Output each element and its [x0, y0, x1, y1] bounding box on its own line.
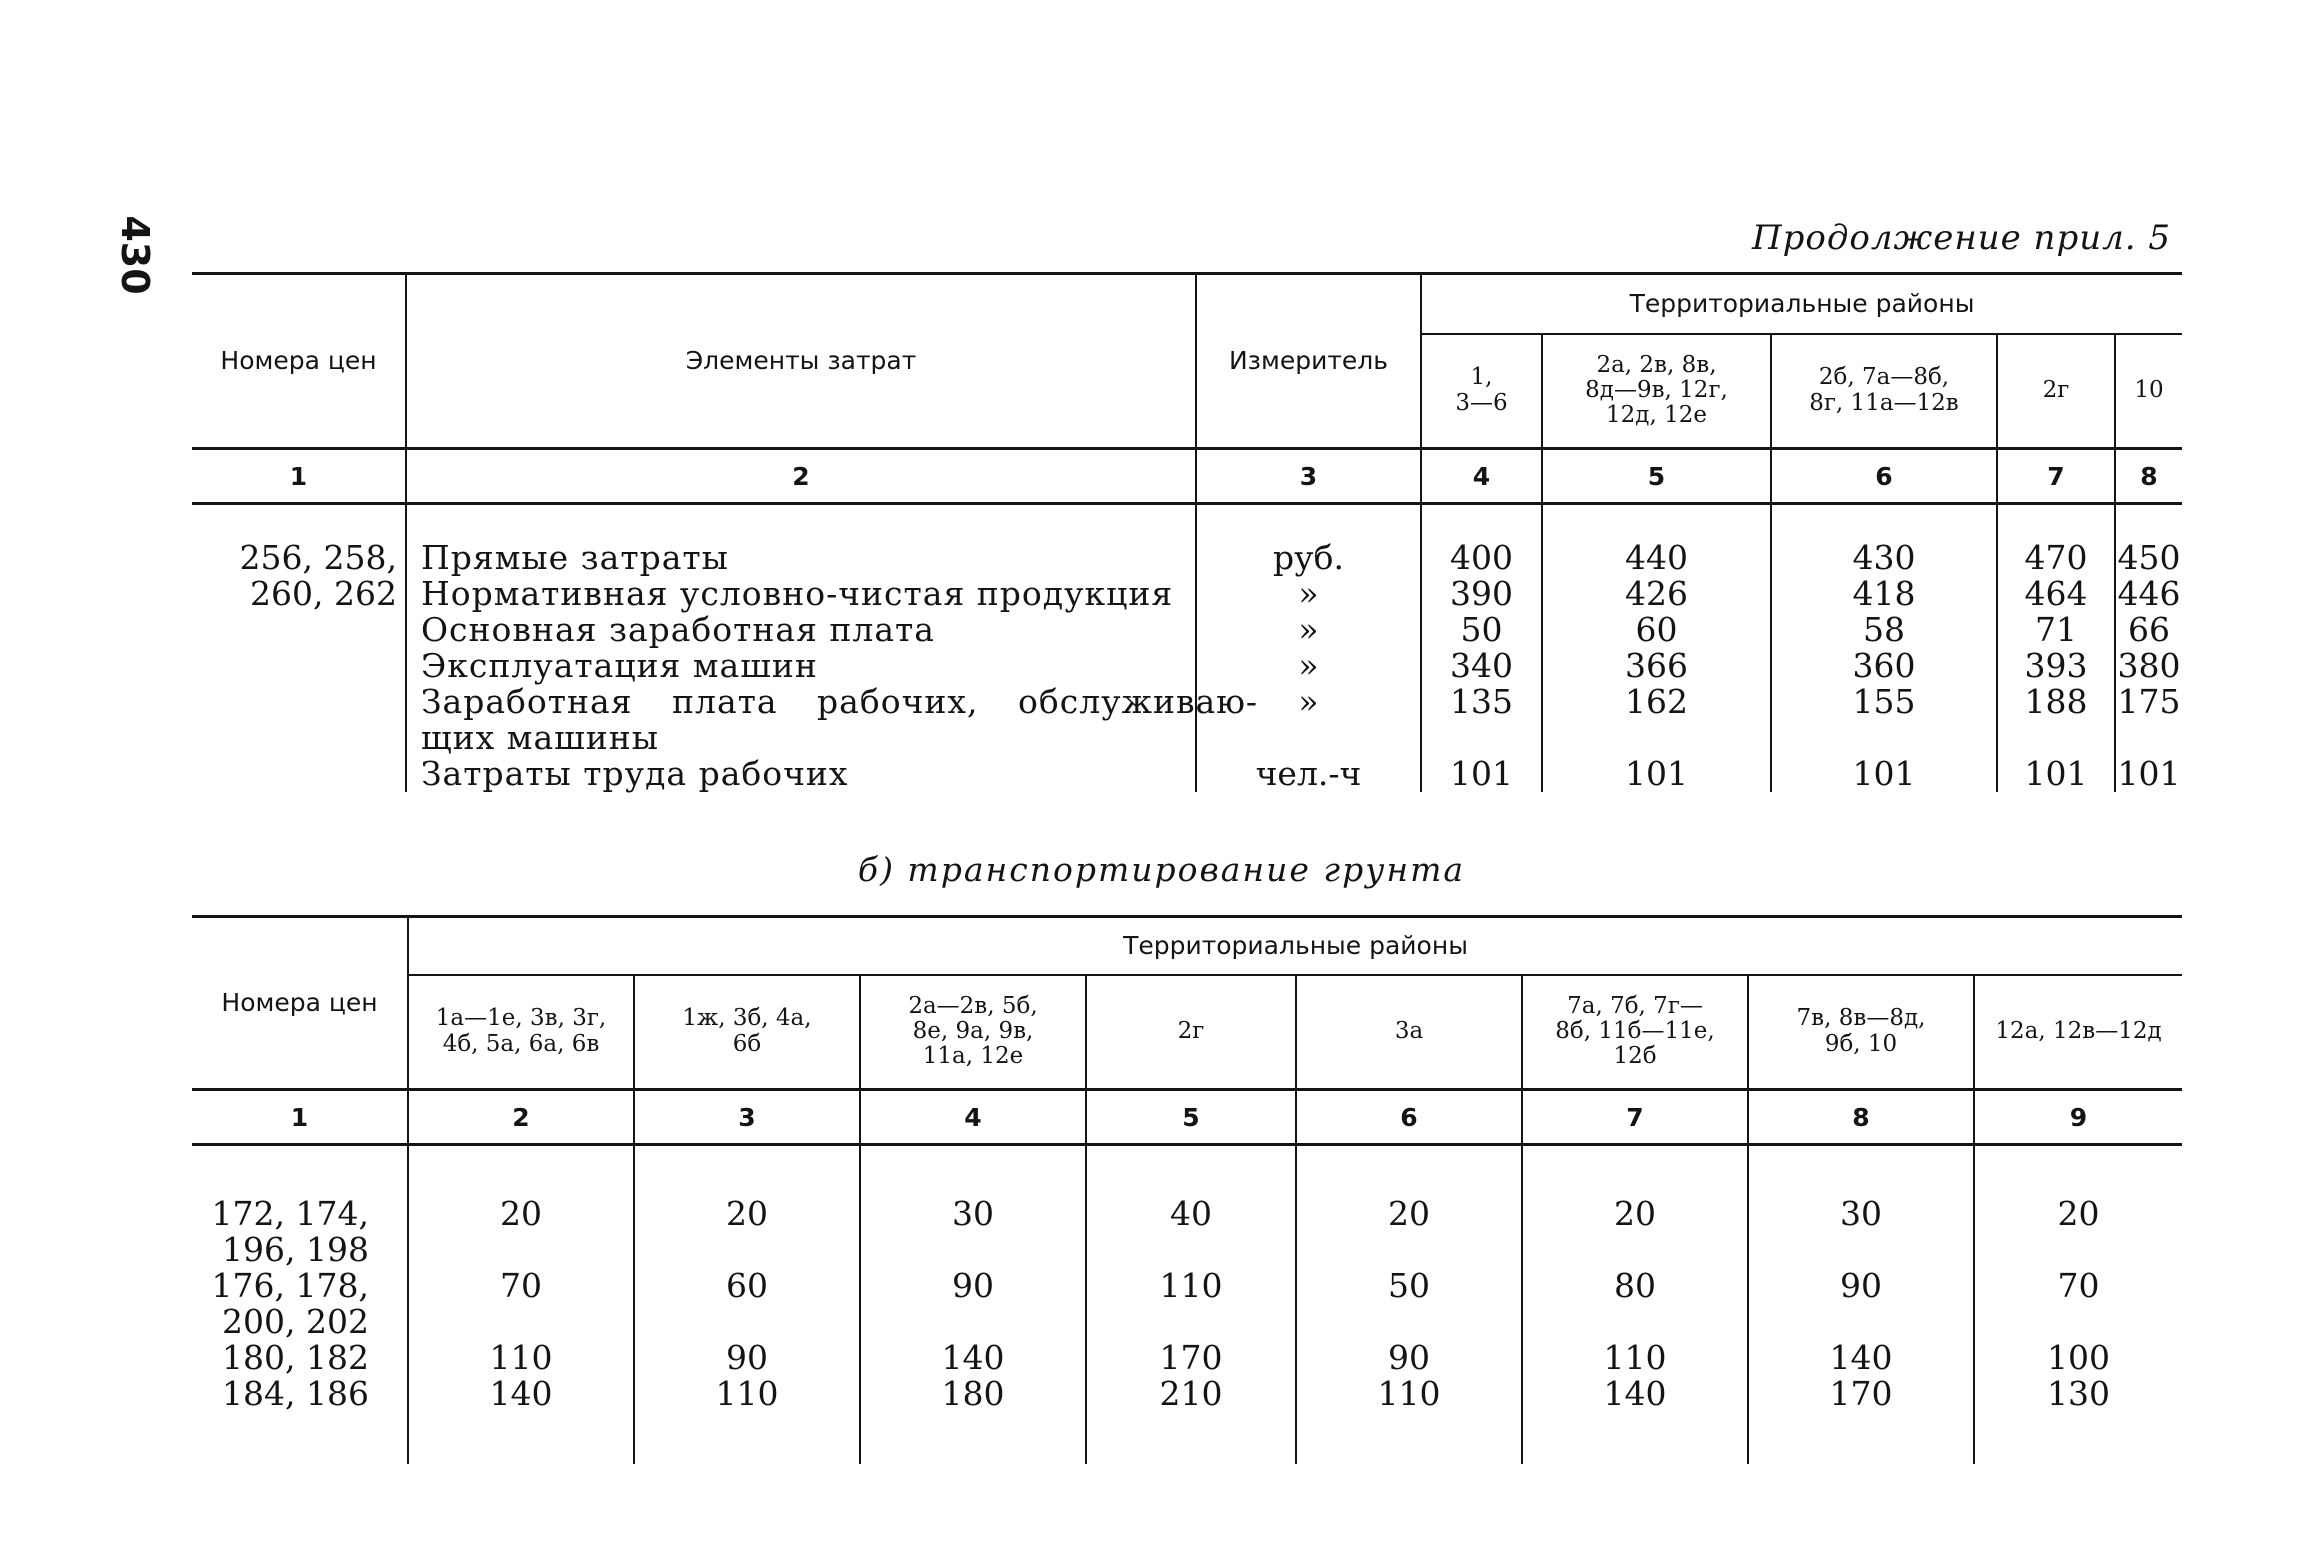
value-cell: 60: [726, 1266, 768, 1305]
value-cell: 80: [1614, 1266, 1656, 1305]
price-numbers-line: 180, 182: [222, 1338, 369, 1377]
header-region-col: 1а—1е, 3в, 3г, 4б, 5а, 6а, 6в: [408, 975, 634, 1090]
cost-element: Прямые затраты: [421, 537, 729, 577]
value-cell: 140: [489, 1374, 553, 1413]
value-column: [1421, 516, 1542, 792]
price-numbers-line: 184, 186: [222, 1374, 369, 1413]
value-column: [1748, 1145, 1974, 1465]
value-column: [1974, 1145, 2182, 1465]
value-cell: 450: [2117, 537, 2181, 577]
col-number: 3: [1196, 449, 1421, 504]
value-cell: 110: [489, 1338, 553, 1377]
cost-element: Затраты труда рабочих: [421, 753, 849, 793]
price-numbers-line: 196, 198: [222, 1230, 369, 1269]
value-cell: 188: [2024, 681, 2088, 721]
price-numbers-line: 200, 202: [222, 1302, 369, 1341]
value-cell: 20: [1614, 1194, 1656, 1233]
header-region-col: 2а, 2в, 8в, 8д—9в, 12г, 12д, 12е: [1542, 334, 1771, 449]
price-numbers-line: 256, 258,: [239, 537, 397, 577]
cost-elements-cell: [406, 516, 1259, 793]
price-numbers-cell: [192, 1145, 408, 1465]
price-numbers-line: 176, 178,: [211, 1266, 369, 1305]
value-cell: 180: [941, 1374, 1005, 1413]
header-price-numbers: Номера цен: [192, 917, 408, 1090]
value-cell: 170: [1829, 1374, 1893, 1413]
unit-value: руб.: [1273, 537, 1344, 577]
value-cell: 135: [1450, 681, 1513, 721]
value-cell: 50: [1388, 1266, 1430, 1305]
table-a: [192, 272, 2182, 792]
unit-value: »: [1298, 609, 1319, 649]
header-region-col: 2б, 7а—8б, 8г, 11а—12в: [1771, 334, 1997, 449]
header-region-col: 2г: [1086, 975, 1296, 1090]
value-column: [1997, 516, 2115, 792]
unit-value: чел.-ч: [1255, 753, 1362, 793]
value-cell: 60: [1635, 609, 1678, 649]
header-region-col: 2а—2в, 5б, 8е, 9а, 9в, 11а, 12е: [860, 975, 1086, 1090]
value-cell: 400: [1450, 537, 1513, 577]
cost-element: Заработная плата рабочих, обслуживаю-: [421, 681, 1259, 721]
value-cell: 100: [2047, 1338, 2110, 1377]
value-cell: 90: [952, 1266, 994, 1305]
price-numbers-line: 260, 262: [250, 573, 397, 613]
header-region-col: 7а, 7б, 7г— 8б, 11б—11е, 12б: [1522, 975, 1748, 1090]
value-cell: 380: [2117, 645, 2181, 685]
value-cell: 101: [1852, 753, 1916, 793]
header-region-col: 10: [2115, 334, 2182, 449]
value-column: [1086, 1145, 1296, 1465]
value-cell: 110: [1603, 1338, 1667, 1377]
value-cell: 366: [1625, 645, 1688, 685]
header-region-col: 1, 3—6: [1421, 334, 1542, 449]
price-numbers-cell: [192, 516, 406, 792]
price-numbers-line: 172, 174,: [211, 1194, 369, 1233]
value-cell: 470: [2024, 537, 2088, 577]
value-column: [1542, 516, 1771, 792]
value-cell: 140: [941, 1338, 1005, 1377]
value-cell: 90: [1388, 1338, 1430, 1377]
col-number: 8: [2115, 449, 2182, 504]
col-number: 9: [1974, 1090, 2182, 1145]
unit-cell: [1196, 516, 1421, 792]
header-region-col: 12а, 12в—12д: [1974, 975, 2182, 1090]
value-cell: 20: [2057, 1194, 2100, 1233]
value-cell: 66: [2128, 609, 2170, 649]
value-cell: 464: [2024, 573, 2088, 613]
value-column: [634, 1145, 860, 1465]
value-column: [860, 1145, 1086, 1465]
col-number: 6: [1296, 1090, 1522, 1145]
col-number: 2: [408, 1090, 634, 1145]
value-cell: 30: [1840, 1194, 1882, 1233]
value-cell: 20: [500, 1194, 542, 1233]
cost-element: Эксплуатация машин: [421, 645, 818, 685]
value-cell: 140: [1603, 1374, 1667, 1413]
value-cell: 70: [500, 1266, 542, 1305]
col-number: 1: [192, 449, 406, 504]
value-cell: 390: [1450, 573, 1513, 613]
value-cell: 162: [1625, 681, 1688, 721]
col-number: 1: [192, 1090, 408, 1145]
value-cell: 418: [1852, 573, 1916, 613]
header-unit: Измеритель: [1196, 274, 1421, 449]
col-number: 6: [1771, 449, 1997, 504]
value-column: [1522, 1145, 1748, 1465]
value-column: [2115, 516, 2182, 792]
value-cell: 101: [1450, 753, 1513, 793]
value-cell: 71: [2035, 609, 2077, 649]
value-cell: 440: [1625, 537, 1688, 577]
col-number: 4: [860, 1090, 1086, 1145]
cost-element: Основная заработная плата: [421, 609, 935, 649]
col-number: 3: [634, 1090, 860, 1145]
value-cell: 175: [2117, 681, 2181, 721]
value-column: [1296, 1145, 1522, 1465]
header-region-col: 2г: [1997, 334, 2115, 449]
value-cell: 393: [2024, 645, 2088, 685]
unit-value: »: [1298, 573, 1319, 613]
value-cell: 430: [1852, 537, 1916, 577]
section-title: б) транспортирование грунта: [857, 850, 1466, 889]
value-cell: 340: [1450, 645, 1513, 685]
header-cost-elements: Элементы затрат: [406, 274, 1196, 449]
value-cell: 90: [726, 1338, 768, 1377]
value-cell: 110: [715, 1374, 779, 1413]
col-number: 5: [1542, 449, 1771, 504]
value-cell: 40: [1170, 1194, 1212, 1233]
col-number: 4: [1421, 449, 1542, 504]
value-column: [1771, 516, 1997, 792]
value-cell: 360: [1852, 645, 1916, 685]
value-cell: 426: [1625, 573, 1688, 613]
header-region-col: 1ж, 3б, 4а, 6б: [634, 975, 860, 1090]
col-number: 8: [1748, 1090, 1974, 1145]
value-cell: 58: [1863, 609, 1905, 649]
value-column: [408, 1145, 634, 1465]
header-region-col: 7в, 8в—8д, 9б, 10: [1748, 975, 1974, 1090]
value-cell: 110: [1377, 1374, 1441, 1413]
value-cell: 50: [1460, 609, 1503, 649]
value-cell: 110: [1159, 1266, 1223, 1305]
page-number: 430: [113, 215, 157, 295]
value-cell: 20: [726, 1194, 768, 1233]
value-cell: 70: [2057, 1266, 2100, 1305]
value-cell: 101: [2117, 753, 2181, 793]
value-cell: 20: [1388, 1194, 1430, 1233]
value-cell: 30: [952, 1194, 994, 1233]
value-cell: 130: [2047, 1374, 2110, 1413]
value-cell: 170: [1159, 1338, 1223, 1377]
unit-value: »: [1298, 645, 1319, 685]
header-region-col: 3а: [1296, 975, 1522, 1090]
col-number: 7: [1997, 449, 2115, 504]
col-number: 5: [1086, 1090, 1296, 1145]
value-cell: 101: [1625, 753, 1688, 793]
header-regions: Территориальные районы: [408, 917, 2182, 975]
cost-element: щих машины: [421, 717, 660, 757]
value-cell: 210: [1159, 1374, 1223, 1413]
col-number: 2: [406, 449, 1196, 504]
value-cell: 140: [1829, 1338, 1893, 1377]
table-b: [192, 915, 2182, 1464]
value-cell: 446: [2117, 573, 2181, 613]
value-cell: 101: [2024, 753, 2088, 793]
header-regions: Территориальные районы: [1421, 274, 2182, 334]
value-cell: 155: [1852, 681, 1916, 721]
header-price-numbers: Номера цен: [192, 274, 406, 449]
value-cell: 90: [1840, 1266, 1882, 1305]
col-number: 7: [1522, 1090, 1748, 1145]
continuation-caption: Продолжение прил. 5: [1752, 218, 2171, 258]
unit-value: »: [1298, 681, 1319, 721]
cost-element: Нормативная условно-чистая продукция: [421, 573, 1174, 613]
